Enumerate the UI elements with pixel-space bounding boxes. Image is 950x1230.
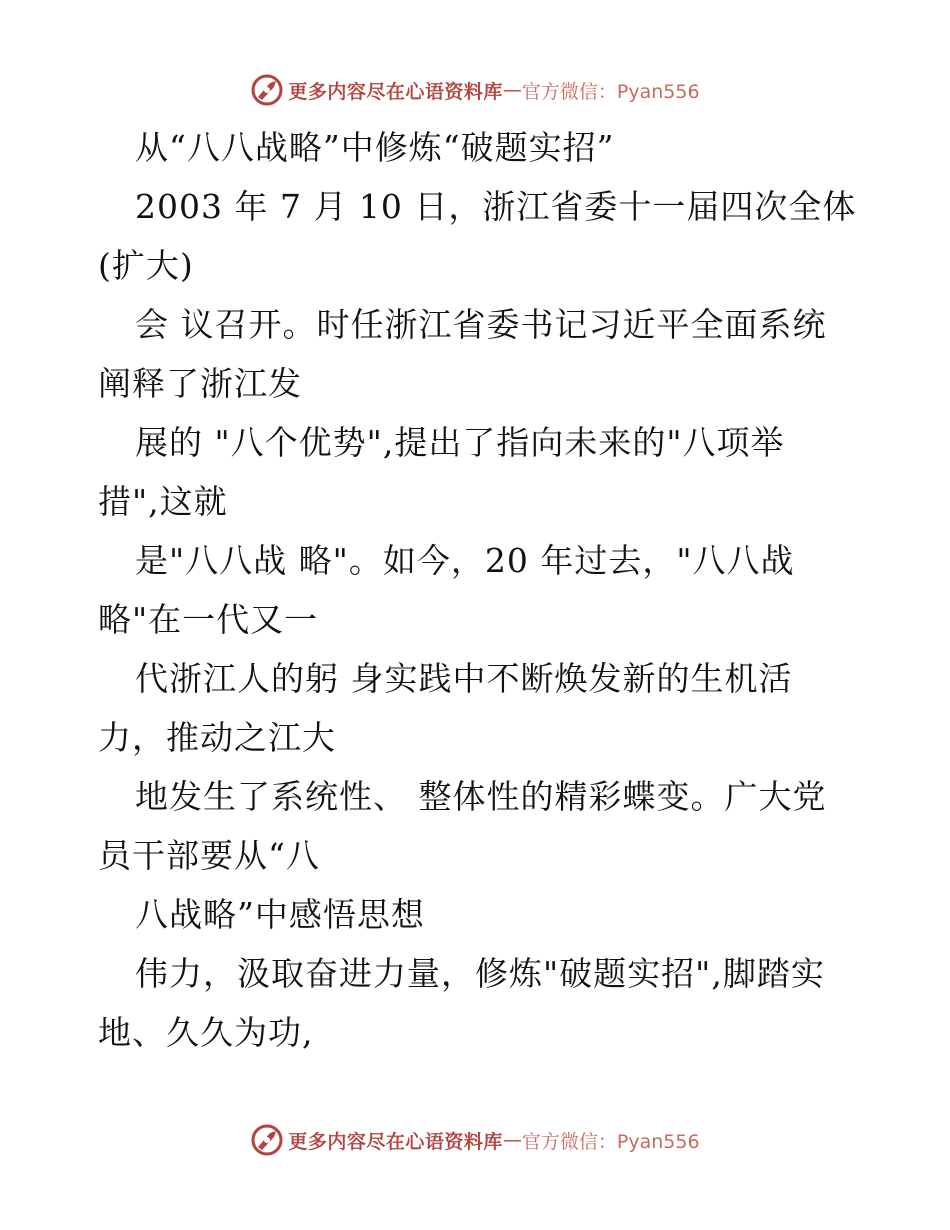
document-line: 略"在一代又一 xyxy=(98,600,319,639)
document-line: 地、久久为功, xyxy=(98,1013,314,1052)
document-line: 力，推动之江大 xyxy=(98,718,336,757)
document-line: 会 议召开。时任浙江省委书记习近平全面系统 xyxy=(135,305,827,344)
footer-banner-wechat: 官方微信：Pyan556 xyxy=(521,1130,700,1153)
header-banner xyxy=(0,70,950,110)
footer-banner-text: 更多内容尽在心语资料库 xyxy=(288,1130,503,1153)
footer-banner xyxy=(0,1120,950,1160)
logo-icon xyxy=(250,73,284,107)
document-line: 展的 "八个优势",提出了指向未来的"八项举 xyxy=(135,423,785,462)
header-banner-text: 更多内容尽在心语资料库 xyxy=(288,80,503,103)
document-line: 员干部要从“八 xyxy=(98,836,320,875)
document-line: 伟力，汲取奋进力量，修炼"破题实招",脚踏实 xyxy=(135,954,825,993)
logo-icon xyxy=(250,1123,284,1157)
header-banner-wechat: 官方微信：Pyan556 xyxy=(521,80,700,103)
document-body xyxy=(98,118,858,1062)
footer-banner-dash: — xyxy=(502,1129,522,1151)
document-line: 是"八八战 略"。如今，20 年过去，"八八战 xyxy=(135,541,795,580)
document-line: 措",这就 xyxy=(98,482,228,521)
document-line: 地发生了系统性、 整体性的精彩蝶变。广大党 xyxy=(135,777,827,816)
document-line: 从“八八战略”中修炼“破题实招” xyxy=(135,128,615,167)
document-line: 代浙江人的躬 身实践中不断焕发新的生机活 xyxy=(135,659,793,698)
document-line: 八战略”中感悟思想 xyxy=(135,895,425,934)
document-line: (扩大) xyxy=(98,246,194,285)
header-banner-dash: — xyxy=(502,79,522,101)
document-line: 阐释了浙江发 xyxy=(98,364,302,403)
document-line: 2003 年 7 月 10 日，浙江省委十一届四次全体 xyxy=(135,187,857,226)
